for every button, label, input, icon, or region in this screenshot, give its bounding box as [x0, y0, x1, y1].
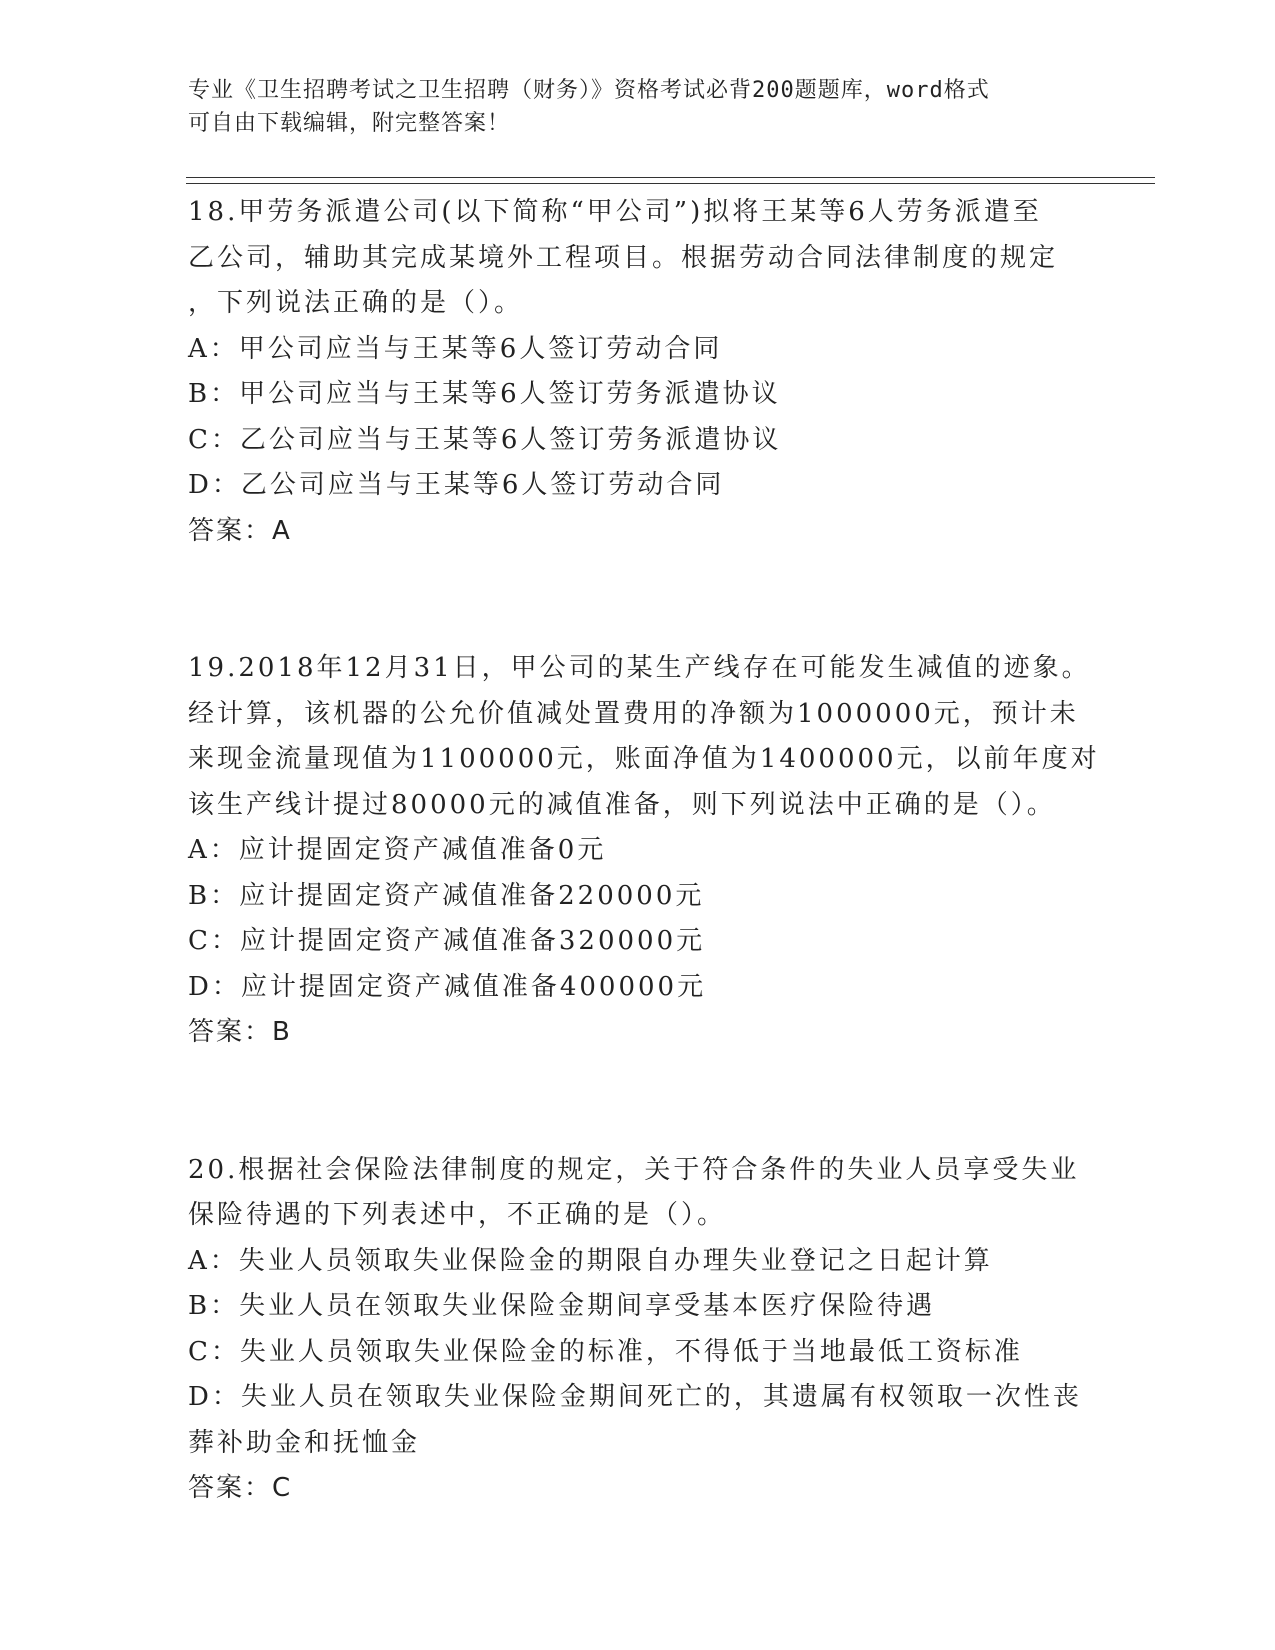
- option-d-continuation: 葬补助金和抚恤金: [188, 1427, 421, 1458]
- question-stem-line: 来现金流量现值为1100000元，账面净值为1400000元，以前年度对: [188, 744, 1100, 774]
- question-stem-line: 经计算，该机器的公允价值减处置费用的净额为1000000元，预计未: [188, 698, 1079, 729]
- option-b: B：失业人员在领取失业保险金期间享受基本医疗保险待遇: [188, 1291, 936, 1321]
- question-19: [188, 646, 1100, 1056]
- option-c: C：失业人员领取失业保险金的标准，不得低于当地最低工资标准: [188, 1336, 1023, 1367]
- question-stem-line: 19.2018年12月31日，甲公司的某生产线存在可能发生减值的迹象。: [188, 653, 1091, 683]
- option-a: A：应计提固定资产减值准备0元: [188, 835, 607, 865]
- header-divider-bottom: [186, 183, 1155, 184]
- question-18: [188, 190, 1088, 554]
- option-b: B：甲公司应当与王某等6人签订劳务派遣协议: [188, 379, 781, 409]
- header-line-2: 可自由下载编辑，附完整答案！: [188, 111, 511, 136]
- answer-label: 答案：C: [188, 1473, 293, 1503]
- option-a: A：失业人员领取失业保险金的期限自办理失业登记之日起计算: [188, 1245, 993, 1276]
- question-20: [188, 1148, 1088, 1512]
- document-header: [188, 74, 1088, 140]
- question-stem-line: 20.根据社会保险法律制度的规定，关于符合条件的失业人员享受失业: [188, 1154, 1080, 1185]
- option-b: B：应计提固定资产减值准备220000元: [188, 880, 705, 911]
- option-c: C：应计提固定资产减值准备320000元: [188, 926, 706, 956]
- question-spacer: [188, 1056, 1088, 1148]
- question-list: [188, 190, 1100, 1512]
- header-divider-top: [186, 177, 1155, 178]
- question-stem-line: 保险待遇的下列表述中，不正确的是（）。: [188, 1200, 727, 1230]
- answer-label: 答案：B: [188, 1017, 292, 1047]
- question-spacer: [188, 554, 1088, 646]
- option-d: D：乙公司应当与王某等6人签订劳动合同: [188, 470, 725, 500]
- answer-label: 答案：A: [188, 515, 292, 546]
- option-d: D：失业人员在领取失业保险金期间死亡的，其遗属有权领取一次性丧: [188, 1382, 1082, 1412]
- question-stem-line: 该生产线计提过80000元的减值准备，则下列说法中正确的是（）。: [188, 789, 1056, 820]
- question-stem-line: 18.甲劳务派遣公司(以下简称“甲公司”)拟将王某等6人劳务派遣至: [188, 197, 1042, 227]
- question-stem-line: 乙公司，辅助其完成某境外工程项目。根据劳动合同法律制度的规定: [188, 242, 1059, 273]
- option-c: C：乙公司应当与王某等6人签订劳务派遣协议: [188, 424, 782, 455]
- option-a: A：甲公司应当与王某等6人签订劳动合同: [188, 333, 723, 364]
- question-stem-line: ，下列说法正确的是（）。: [188, 288, 524, 318]
- header-line-1: 专业《卫生招聘考试之卫生招聘（财务）》资格考试必背200题题库，word格式: [188, 78, 990, 103]
- option-d: D：应计提固定资产减值准备400000元: [188, 971, 707, 1002]
